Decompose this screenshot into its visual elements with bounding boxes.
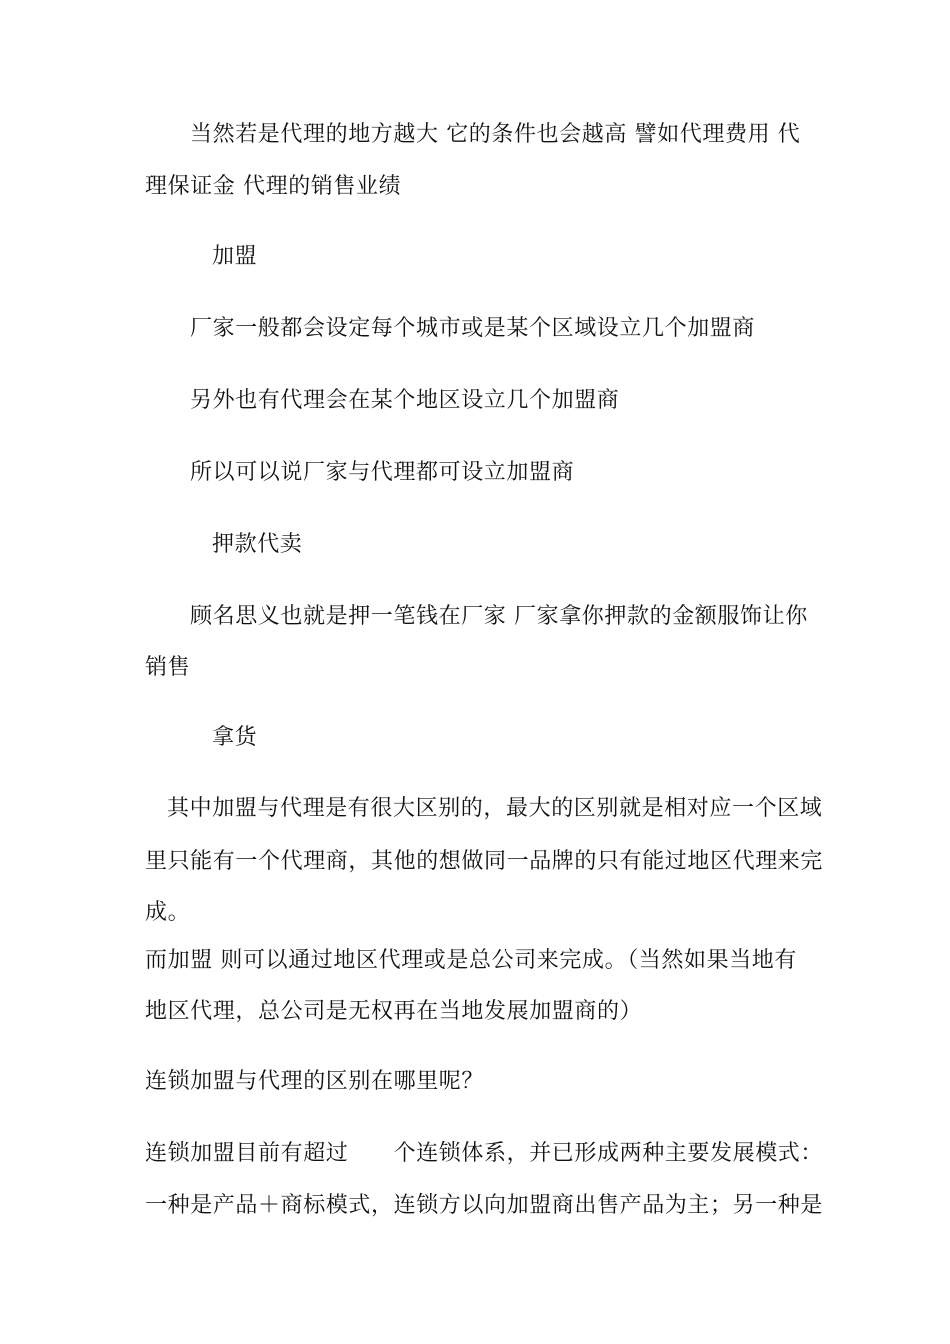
paragraph-line: 里只能有一个代理商，其他的想做同一品牌的只有能过地区代理来完 [145, 849, 824, 874]
paragraph-line: 连锁加盟目前有超过 个连锁体系，并已形成两种主要发展模式： [145, 1141, 824, 1166]
paragraph-line: 而加盟 则可以通过地区代理或是总公司来完成。（当然如果当地有 [145, 948, 797, 973]
paragraph-line: 地区代理，总公司是无权再在当地发展加盟商的） [145, 999, 643, 1024]
section-heading: 押款代卖 [212, 532, 303, 557]
paragraph-line: 顾名思义也就是押一笔钱在厂家 厂家拿你押款的金额服饰让你 [190, 604, 808, 629]
paragraph-line: 成。 [145, 900, 191, 925]
question-line: 连锁加盟与代理的区别在哪里呢？ [145, 1069, 485, 1094]
paragraph-line: 其中加盟与代理是有很大区别的，最大的区别就是相对应一个区域 [167, 796, 823, 821]
paragraph-line: 一种是产品＋商标模式，连锁方以向加盟商出售产品为主；另一种是 [145, 1193, 824, 1218]
paragraph-line: 当然若是代理的地方越大 它的条件也会越高 譬如代理费用 代 [190, 122, 801, 147]
paragraph-line: 厂家一般都会设定每个城市或是某个区域设立几个加盟商 [190, 316, 756, 341]
section-heading: 加盟 [212, 244, 258, 269]
paragraph-line: 销售 [145, 655, 191, 680]
section-heading: 拿货 [212, 725, 258, 750]
paragraph-line: 另外也有代理会在某个地区设立几个加盟商 [190, 388, 620, 413]
paragraph-line: 理保证金 代理的销售业绩 [145, 174, 402, 199]
paragraph-line: 所以可以说厂家与代理都可设立加盟商 [190, 460, 575, 485]
